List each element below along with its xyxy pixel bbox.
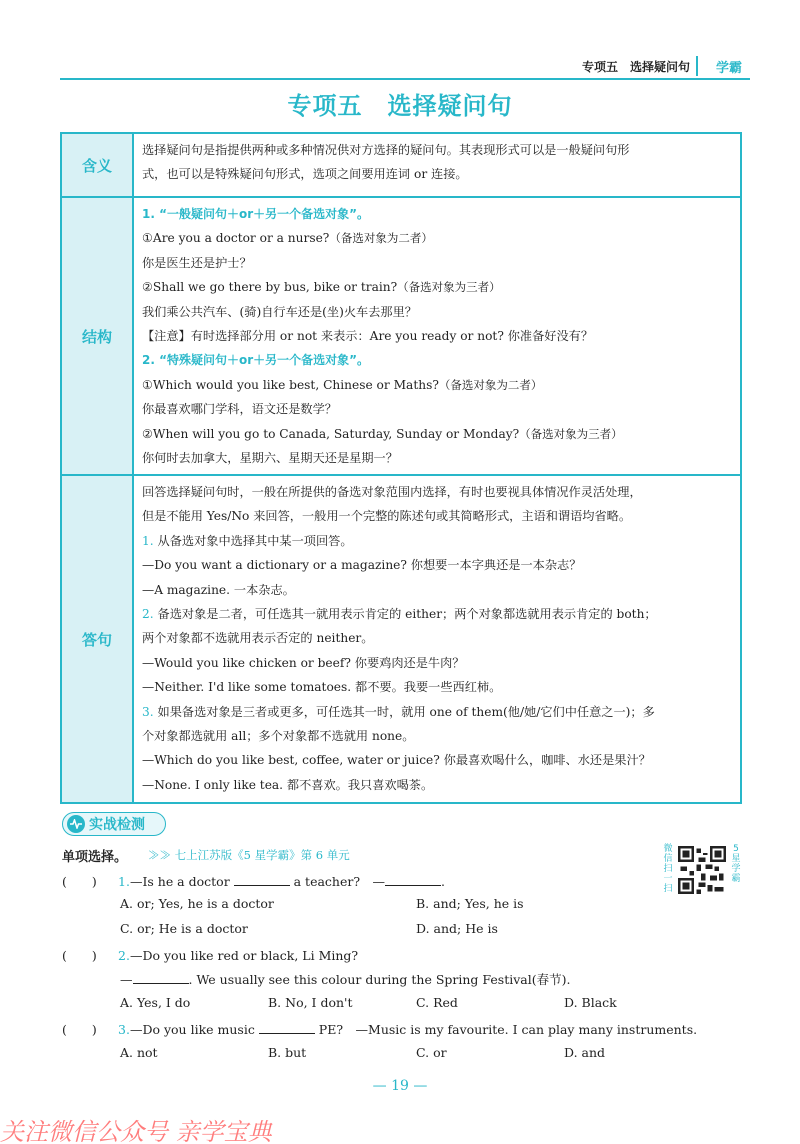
question-item bbox=[62, 872, 445, 890]
structure-heading: 结构 bbox=[62, 198, 134, 474]
answer-point bbox=[142, 700, 734, 724]
page-header bbox=[60, 56, 750, 80]
qr-code-panel[interactable] bbox=[662, 842, 744, 896]
dialogue-question: —Would you like chicken or beef? 你要鸡肉还是牛肉？ bbox=[142, 655, 465, 670]
practice-badge-label: 实战检测 bbox=[89, 817, 145, 833]
answer-heading: 答句 bbox=[62, 476, 134, 802]
meaning-line: 式，也可以是特殊疑问句形式，选项之间要用连词 or 连接。 bbox=[142, 167, 468, 182]
answer-point-continued: 个对象都选就用 all；多个对象都不选就用 none。 bbox=[142, 728, 415, 743]
example-english: ①Which would you like best, Chinese or Maths? bbox=[142, 377, 439, 392]
point-text: 如果备选对象是三者或更多，可任选其一时，就用 one of them(他/她/它们中任意之一)；多 bbox=[153, 704, 655, 719]
answer-blank[interactable] bbox=[234, 874, 290, 886]
dialogue-answer: —Neither. I'd like some tomatoes. 都不要。我要一些西红柿。 bbox=[142, 680, 502, 695]
answer-blank[interactable] bbox=[385, 874, 441, 886]
option-d[interactable]: D. and; He is bbox=[416, 921, 498, 936]
example-sentence bbox=[142, 226, 734, 250]
meaning-line: 选择疑问句是指提供两种或多种情况供对方选择的疑问句。其表现形式可以是一般疑问句形 bbox=[142, 143, 630, 157]
structure-row bbox=[62, 198, 740, 476]
answer-intro: 但是不能用 Yes/No 来回答，一般用一个完整的陈述句或其简略形式，主语和谓语均省略。 bbox=[142, 509, 632, 524]
question-stem: —Do you like red or black, Li Ming? bbox=[129, 948, 359, 963]
example-sentence bbox=[142, 422, 734, 446]
option-d[interactable]: D. Black bbox=[564, 995, 617, 1010]
option-d[interactable]: D. and bbox=[564, 1045, 606, 1060]
dialogue-answer: —None. I only like tea. 都不喜欢。我只喜欢喝茶。 bbox=[142, 777, 434, 792]
question-stem: . bbox=[441, 874, 446, 889]
structure-subheading: 1. “一般疑问句＋or＋另一个备选对象”。 bbox=[142, 207, 370, 221]
question-number: 2. bbox=[118, 948, 130, 963]
example-translation: 我们乘公共汽车、(骑)自行车还是(坐)火车去那里？ bbox=[142, 304, 417, 319]
question-stem: PE? —Music is my favourite. I can play many instruments. bbox=[314, 1022, 698, 1037]
example-sentence bbox=[142, 275, 734, 299]
dialogue-answer: —A magazine. 一本杂志。 bbox=[142, 582, 295, 597]
qr-code-icon bbox=[678, 846, 726, 894]
point-text: 备选对象是二者，可任选其一就用表示肯定的 either；两个对象都选就用表示肯定的 both； bbox=[153, 606, 657, 621]
example-sentence bbox=[142, 373, 734, 397]
meaning-body bbox=[134, 134, 740, 196]
answer-point-continued: 两个对象都不选就用表示否定的 neither。 bbox=[142, 631, 374, 646]
option-c[interactable]: C. or bbox=[416, 1045, 447, 1060]
brand-logo: 学霸 bbox=[715, 61, 742, 76]
question-number: 3. bbox=[118, 1022, 130, 1037]
page-number: — 19 — bbox=[372, 1078, 428, 1094]
watermark-text: 关注微信公众号 亲学宝典 bbox=[0, 1118, 272, 1144]
question-stem: — bbox=[120, 972, 133, 987]
structure-body bbox=[134, 198, 740, 474]
question-stem-line bbox=[120, 970, 570, 988]
meaning-heading: 含义 bbox=[62, 134, 134, 196]
option-a[interactable]: A. Yes, I do bbox=[120, 995, 191, 1010]
answer-point bbox=[142, 529, 734, 553]
dialogue-question: —Do you want a dictionary or a magazine? 你想要一本字典还是一本杂志？ bbox=[142, 558, 582, 573]
answer-parenthesis[interactable]: ( ) bbox=[62, 874, 97, 889]
option-c[interactable]: C. Red bbox=[416, 995, 458, 1010]
question-item bbox=[62, 946, 358, 964]
answer-blank[interactable] bbox=[259, 1022, 315, 1034]
option-a[interactable]: A. or; Yes, he is a doctor bbox=[120, 896, 274, 911]
structure-subheading: 2. “特殊疑问句＋or＋另一个备选对象”。 bbox=[142, 353, 370, 368]
answer-parenthesis[interactable]: ( ) bbox=[62, 948, 97, 963]
example-translation: 你何时去加拿大，星期六、星期天还是星期一？ bbox=[142, 450, 398, 465]
option-b[interactable]: B. but bbox=[268, 1045, 307, 1060]
answer-body bbox=[134, 476, 740, 802]
answer-blank[interactable] bbox=[133, 972, 189, 984]
question-stem: —Do you like music bbox=[129, 1022, 259, 1037]
grammar-table bbox=[60, 132, 742, 804]
question-stem: —Is he a doctor bbox=[129, 874, 234, 889]
pulse-icon bbox=[67, 815, 85, 833]
example-english: ②When will you go to Canada, Saturday, Sunday or Monday? bbox=[142, 426, 520, 441]
question-item bbox=[62, 1020, 697, 1038]
option-b[interactable]: B. and; Yes, he is bbox=[416, 896, 524, 911]
answer-parenthesis[interactable]: ( ) bbox=[62, 1022, 97, 1037]
answer-point bbox=[142, 602, 734, 626]
header-section-label: 专项五 选择疑问句 bbox=[581, 60, 690, 74]
answer-row bbox=[62, 476, 740, 802]
example-note: （备选对象为三者） bbox=[519, 426, 623, 441]
option-b[interactable]: B. No, I don't bbox=[268, 995, 353, 1010]
example-translation: 你是医生还是护士？ bbox=[142, 255, 252, 270]
option-a[interactable]: A. not bbox=[120, 1045, 158, 1060]
option-c[interactable]: C. or; He is a doctor bbox=[120, 921, 248, 936]
question-stem: . We usually see this colour during the Spring Festival(春节). bbox=[188, 972, 571, 987]
point-number: 2. bbox=[142, 606, 154, 621]
example-note: （备选对象为二者） bbox=[329, 231, 433, 246]
exercise-title: 单项选择。 bbox=[62, 850, 128, 865]
dialogue-question: —Which do you like best, coffee, water or juice? 你最喜欢喝什么，咖啡、水还是果汁？ bbox=[142, 753, 651, 768]
qr-right-caption: 5星学霸 bbox=[731, 844, 741, 884]
point-text: 从备选对象中选择其中某一项回答。 bbox=[153, 533, 353, 548]
example-english: ②Shall we go there by bus, bike or train? bbox=[142, 280, 398, 295]
example-note: （备选对象为二者） bbox=[438, 377, 543, 392]
qr-left-caption: 微信扫一扫 bbox=[663, 844, 673, 894]
practice-badge bbox=[62, 812, 166, 836]
exercise-source: ≫≫ 七上江苏版《5 星学霸》第 6 单元 bbox=[148, 848, 350, 862]
answer-intro: 回答选择疑问句时，一般在所提供的备选对象范围内选择，有时也要视具体情况作灵活处理， bbox=[142, 485, 642, 499]
example-english: ①Are you a doctor or a nurse? bbox=[142, 231, 330, 246]
question-stem: a teacher? — bbox=[289, 874, 386, 889]
example-note: （备选对象为三者） bbox=[397, 280, 501, 295]
point-number: 3. bbox=[142, 704, 154, 719]
header-rule bbox=[60, 78, 750, 80]
point-number: 1. bbox=[142, 533, 154, 548]
question-number: 1. bbox=[118, 874, 130, 889]
example-translation: 你最喜欢哪门学科，语文还是数学？ bbox=[142, 402, 337, 417]
meaning-row bbox=[62, 134, 740, 198]
page-title: 专项五 选择疑问句 bbox=[287, 92, 513, 120]
notice-text: 【注意】有时选择部分用 or not 来表示：Are you ready or not? 你准备好没有？ bbox=[142, 328, 594, 343]
header-divider bbox=[696, 56, 698, 76]
